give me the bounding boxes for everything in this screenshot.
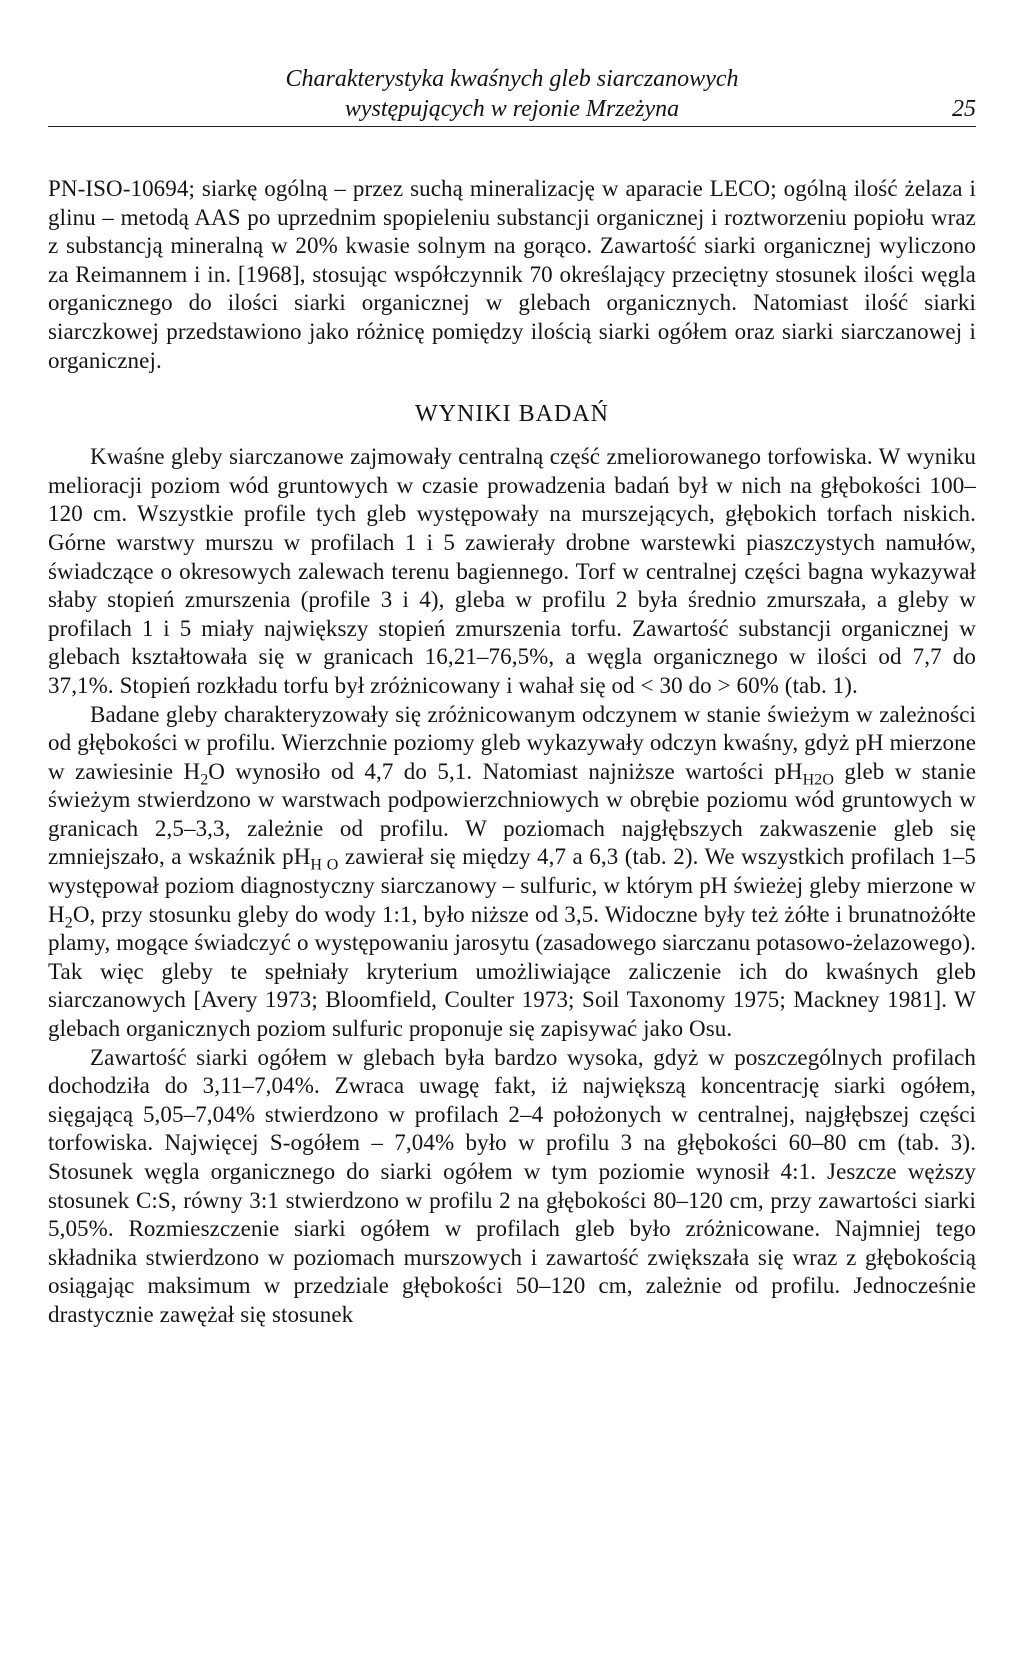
subscript: H2O xyxy=(802,771,834,789)
running-head xyxy=(48,64,976,127)
section-heading: WYNIKI BADAŃ xyxy=(415,401,609,428)
text-run: O, przy stosunku gleby do wody 1:1, było niższe od 3,5. Widoczne były też żółte i brunatnożółte plamy, mogące świadczyć o występowaniu jarosytu (zasadowego siarczanu potasowo-żelazowego). Tak więc gleby te spełniały kryterium umożliwiające zaliczenie ich do kwaśnych gleb siarczanowych [Avery 1973; Bloomfield, Coulter 1973; Soil Taxonomy 1975; Mackney 1981]. W glebach organicznych poziom sulfuric proponuje się zapisywać jako Osu. xyxy=(48,901,976,1042)
subscript: H O xyxy=(310,857,339,875)
subscript: 2 xyxy=(200,771,209,789)
paragraph-results-2 xyxy=(48,701,976,1044)
running-head-line1: Charakterystyka kwaśnych gleb siarczanowych xyxy=(285,66,739,92)
body-text xyxy=(48,175,976,1330)
text-run: zawierał się między 4,7 a 6,3 (tab. 2). We wszystkich profilach 1–5 występował poziom diagnostyczny siarczanowy – sulfuric, w którym pH świeżej gleby mierzone w H xyxy=(48,844,976,927)
paragraph-results-3: Zawartość siarki ogółem w glebach była bardzo wysoka, gdyż w poszczególnych profilach dochodziła do 3,11–7,04%. Zwraca uwagę fakt, iż największą koncentrację siarki ogółem, sięgającą 5,05–7,04% stwierdzono w profilach 2–4 położonych w centralnej, najgłębszej części torfowiska. Najwięcej S-ogółem – 7,04% było w profilu 3 na głębokości 60–80 cm (tab. 3). Stosunek węgla organicznego do siarki ogółem w tym poziomie wynosił 4:1. Jeszcze węższy stosunek C:S, równy 3:1 stwierdzono w profilu 2 na głębokości 80–120 cm, przy zawartości siarki 5,05%. Rozmieszczenie siarki ogółem w profilach gleb było zróżnicowane. Najmniej tego składnika stwierdzono w poziomach murszowych i zawartość zwiększała się wraz z głębokością osiągając maksimum w przedziale głębokości 50–120 cm, zależnie od profilu. Jednocześnie drastycznie zawężał się stosunek xyxy=(48,1044,976,1327)
text-run: gleb w stanie świeżym stwierdzono w warstwach podpowierzchniowych w obrębie poziomu wód gruntowych w granicach 2,5–3,3, zależnie od profilu. W poziomach najgłębszych zakwaszenie gleb się zmniejszało, a wskaźnik pH xyxy=(48,758,977,870)
paragraph-results-1: Kwaśne gleby siarczanowe zajmowały centralną część zmeliorowanego torfowiska. W wyniku melioracji poziom wód gruntowych w czasie prowadzenia badań był w nich na głębokości 100–120 cm. Wszystkie profile tych gleb występowały na murszejących, głębokich torfach niskich. Górne warstwy murszu w profilach 1 i 5 zawierały drobne warstewki piaszczystych namułów, świadczące o okresowych zalewach terenu bagiennego. Torf w centralnej części bagna wykazywał słaby stopień zmurszenia (profile 3 i 4), gleba w profilu 2 była średnio zmurszała, a gleby w profilach 1 i 5 miały największy stopień zmurszenia torfu. Zawartość substancji organicznej w glebach kształtowała się w granicach 16,21–76,5%, a węgla organicznego w ilości od 7,7 do 37,1%. Stopień rozkładu torfu był zróżnicowany i wahał się od < 30 do > 60% (tab. 1). xyxy=(48,444,976,698)
paragraph-methods: PN-ISO-10694; siarkę ogólną – przez suchą mineralizację w aparacie LECO; ogólną ilość żelaza i glinu – metodą AAS po uprzednim spopieleniu substancji organicznej i roztworzeniu popiołu wraz z substancją mineralną w 20% kwasie solnym na gorąco. Zawartość siarki organicznej wyliczono za Reimannem i in. [1968], stosując współczynnik 70 określający przeciętny stosunek ilości węgla organicznego do ilości siarki organicznej w glebach organicznych. Natomiast ilość siarki siarczkowej przedstawiono jako różnicę pomiędzy ilością siarki ogółem oraz siarki siarczanowej i organicznej. xyxy=(48,176,976,373)
page-number: 25 xyxy=(952,96,976,122)
text-run: O wynosiło od 4,7 do 5,1. Natomiast najniższe wartości pH xyxy=(208,758,803,784)
text-run: Badane gleby charakteryzowały się zróżnicowanym odczynem w stanie świeżym w zależności od głębokości w profilu. Wierzchnie poziomy gleb wykazywały odczyn kwaśny, gdyż pH mierzone w zawiesinie H xyxy=(48,701,976,784)
running-head-line2: występujących w rejonie Mrzeżyna xyxy=(344,96,680,122)
subscript: 2 xyxy=(64,914,73,932)
